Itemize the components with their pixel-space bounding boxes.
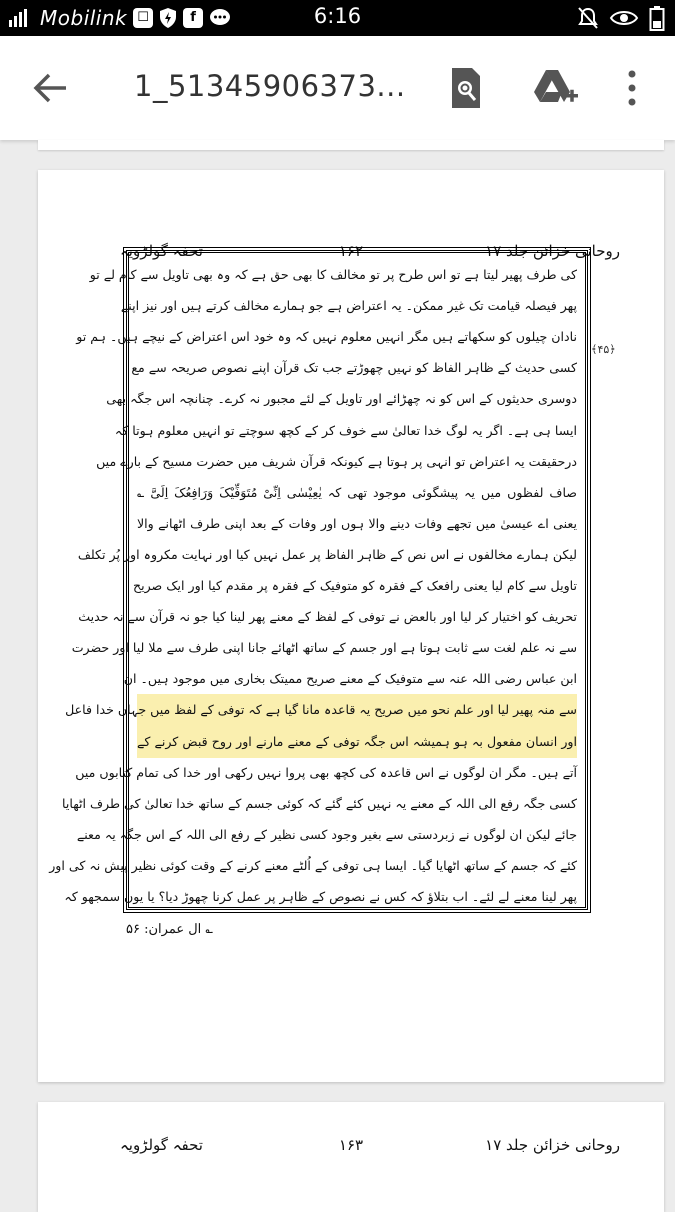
text-line: نادان چیلوں کو سکھاتے ہیں مگر انہیں معلوم نہیں کہ وہ خود اس اعتراض کے نیچے ہیں۔ ہم تو (76, 329, 577, 345)
previous-page (38, 140, 664, 150)
clock: 6:16 (313, 4, 362, 28)
text-line: درحقیقت یہ اعتراض تو انہی پر ہوتا ہے کیونکہ قرآن شریف میں حضرت مسیح کے بارے میں (96, 453, 577, 469)
page-number: ۱۶۳ (338, 1136, 364, 1154)
status-bar (0, 0, 675, 36)
page-number: ۱۶۲ (338, 242, 364, 260)
margin-mark: ﴿۴۵﴾ (591, 343, 616, 356)
footnote: ؎ ال عمران: ۵۶ (126, 922, 214, 937)
page-header-left: تحفہ گولڑویہ (120, 242, 203, 260)
page-header-right: روحانی خزائن جلد ۱۷ (485, 1136, 620, 1154)
search-document-icon (446, 66, 486, 110)
text-line: سے نہ علم لغت سے ثابت ہوتا ہے اور جسم کے ساتھ اٹھائے جانا اپنی طرف سے ملا لیا اور حضرت (71, 640, 577, 656)
text-line: تاویل سے کام لیا یعنی رافعک کے فقرہ کو متوفیک کے فقرہ پر مقدم کیا اور ایک صریح (132, 578, 577, 593)
text-body (49, 259, 577, 904)
text-line: کسی حدیث کے ظاہر الفاظ کو نہیں چھوڑتے جب تک قرآن اپنے نصوص صریحہ سے مع (131, 360, 577, 376)
text-line: صاف لفظوں میں یہ پیشگوئی موجود تھی کہ یٰعِیْسٰی اِنِّیْ مُتَوَفِّیْکَ وَرَافِعُکَ اِلَیَّ ؎ (137, 484, 577, 500)
text-line: یعنی اے عیسیٰ میں تجھے وفات دینے والا ہوں اور وفات کے بعد اپنی طرف اٹھانے والا (137, 515, 577, 531)
add-to-drive-icon (532, 66, 580, 110)
page-header-right: روحانی خزائن جلد ۱۷ (485, 242, 620, 260)
eye-icon (609, 8, 639, 28)
page-header-left: تحفہ گولڑویہ (120, 1136, 203, 1154)
app-toolbar (0, 36, 675, 140)
more-vert-icon (620, 66, 644, 110)
text-line: سے منہ پھیر لیا اور علم نحو میں صریح یہ قاعدہ مانا گیا ہے کہ توفی کے لفظ میں جہاں خدا فاعل (137, 694, 577, 726)
text-line: تحریف کو اختیار کر لیا اور بالعض نے توفی کے لفظ کے معنے پھر لینا کیا جو نہ قرآن سے نہ حدیث (78, 609, 577, 625)
back-arrow-icon (30, 68, 70, 108)
text-line: لیکن ہمارے مخالفوں نے اس نص کے ظاہر الفاظ پر عمل نہیں کیا اور نہایت مکروہ اور پُر تکلف (77, 546, 577, 562)
find-in-document-button[interactable] (446, 66, 486, 110)
pdf-page-next (38, 1102, 664, 1212)
text-line: کی طرف پھیر لیتا ہے تو اس طرح پر تو مخالف کا بھی حق ہے کہ وہ بھی تاویل سے کام لے تو (89, 267, 577, 282)
battery-icon (649, 5, 665, 31)
text-line: کسی جگہ رفع الی اللہ کے معنے یہ نہیں کئے گئے کہ کوئی جسم کے ساتھ خدا تعالیٰ کی طرف اٹھایا (62, 795, 577, 811)
text-line: ابن عباس رضی اللہ عنہ سے متوفیک کے معنے صریح ممیتک بخاری میں موجود ہیں۔ ان (123, 671, 577, 687)
more-options-button[interactable] (620, 66, 644, 110)
messenger-icon: ☐ (133, 8, 153, 28)
text-line: دوسری حدیثوں کے اس کو نہ چھڑائے اور تاویل کے لئے مجبور نہ کرے۔ چنانچہ اس جگہ بھی (106, 391, 577, 407)
carrier-name: Mobilink (40, 6, 128, 30)
text-line: کئے کہ جسم کے ساتھ اٹھایا گیا۔ ایسا ہی توفی کے اُلٹے معنے کرنے کے وقت کوئی نظیر پیش نہ کی اور (49, 857, 577, 873)
facebook-icon: f (183, 8, 203, 28)
text-line: ایسا ہی ہے۔ اگر یہ لوگ خدا تعالیٰ سے خوف کر کے کچھ سوچتے تو انہیں معلوم ہوتا کہ (114, 422, 577, 438)
text-line: پھر لینا معنے لے لئے۔ اب بتلاؤ کہ کس نے نصوص کے ظاہر پر عمل کرنا چھوڑ دیا؟ یا یوں سمجھو کہ (64, 889, 577, 904)
text-line: جائے لیکن ان لوگوں نے زبردستی سے بغیر وجود کسی نظیر کے رفع الی اللہ کے اس جگہ یہ معنے (76, 826, 577, 842)
text-frame (49, 250, 588, 910)
pdf-page (38, 170, 664, 1082)
back-button[interactable] (30, 68, 70, 108)
document-title: 1_51345906373... (134, 69, 406, 103)
add-to-drive-button[interactable] (532, 66, 580, 110)
text-line: پھر فیصلہ قیامت تک غیر ممکن۔ یہ اعتراض ہے جو ہمارے مخالف کرتے ہیں اور نیز اپنے (120, 298, 577, 314)
mute-icon (577, 6, 599, 30)
text-line: آتے ہیں۔ مگر ان لوگوں نے اس قاعدہ کی کچھ بھی پروا نہیں رکھی اور خدا کی تمام کتابوں میں (75, 764, 577, 780)
text-line: اور انسان مفعول بہ ہو ہمیشہ اس جگہ توفی کے معنے مارنے اور روح قبض کرنے کے (137, 726, 577, 758)
status-right (577, 5, 665, 31)
